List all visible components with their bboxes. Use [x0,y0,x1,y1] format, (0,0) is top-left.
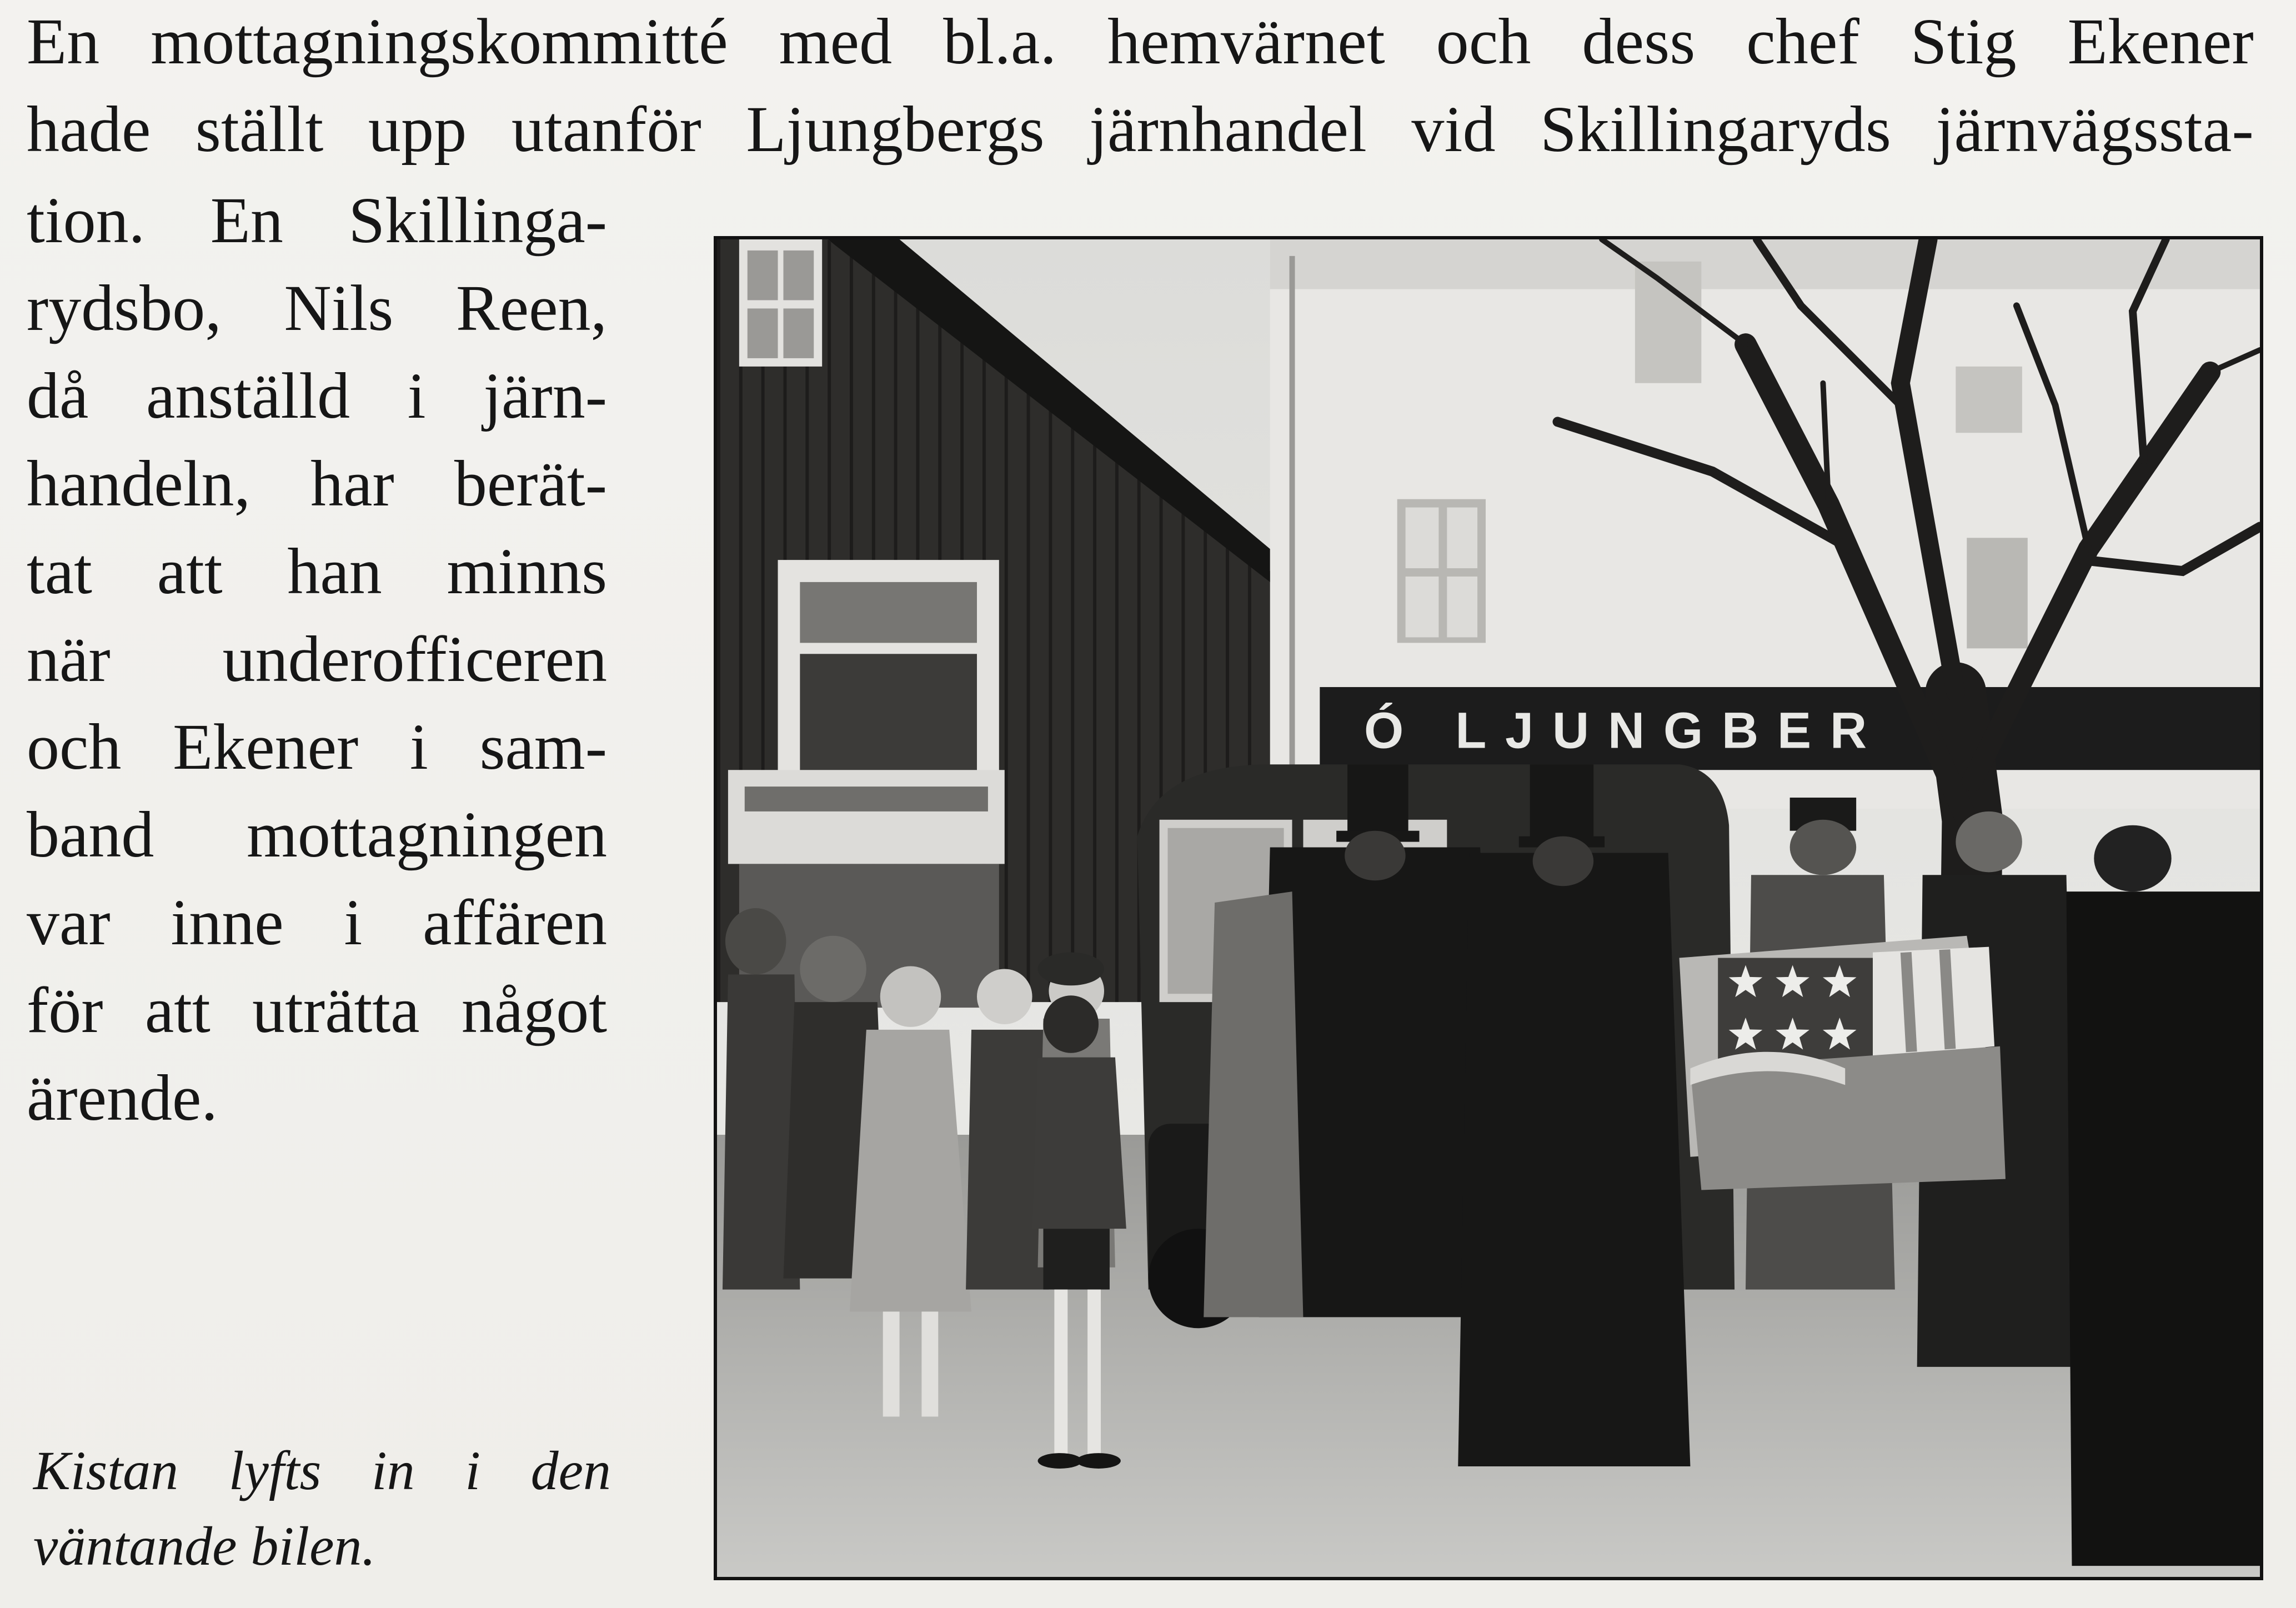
caption-line: väntande bilen. [33,1515,376,1577]
photo-caption [33,1433,611,1584]
top-hat [1347,764,1408,836]
text-column [27,177,607,1142]
column-text-line: när underofficeren [27,623,607,695]
window [1956,367,2022,433]
column-text-line: band mottagningen [27,798,607,871]
window [1635,262,1701,383]
column-text-line: handeln, har berät- [27,447,607,520]
column-text-line: tion. En Skillinga- [27,184,607,257]
storefront [728,770,1005,864]
body-text-line: hade ställt upp utanför Ljungbergs järnhandel vid Skillingaryds järnvägssta- [27,93,2254,166]
historic-photograph [714,236,2263,1580]
column-text-line: för att uträtta något [27,974,607,1046]
top-hat [1530,764,1594,841]
shop-sign-text: Ó LJUNGBER [1363,702,1886,759]
caption-line: Kistan lyfts in i den [33,1440,611,1501]
column-text-line: tat att han minns [27,535,607,608]
shop-sign [1320,687,2260,770]
column-text-line: då anställd i järn- [27,359,607,432]
photo-illustration [717,239,2260,1577]
column-text-line: rydsbo, Nils Reen, [27,272,607,344]
body-text-line: En mottagningskommitté med bl.a. hemvärnet och dess chef Stig Ekener [27,5,2254,78]
column-text-line: och Ekener i sam- [27,710,607,783]
column-text-line: ärende. [27,1061,218,1134]
window [1967,538,2028,648]
column-text-line: var inne i affären [27,886,607,959]
flag-draped-coffin [1680,936,2006,1190]
